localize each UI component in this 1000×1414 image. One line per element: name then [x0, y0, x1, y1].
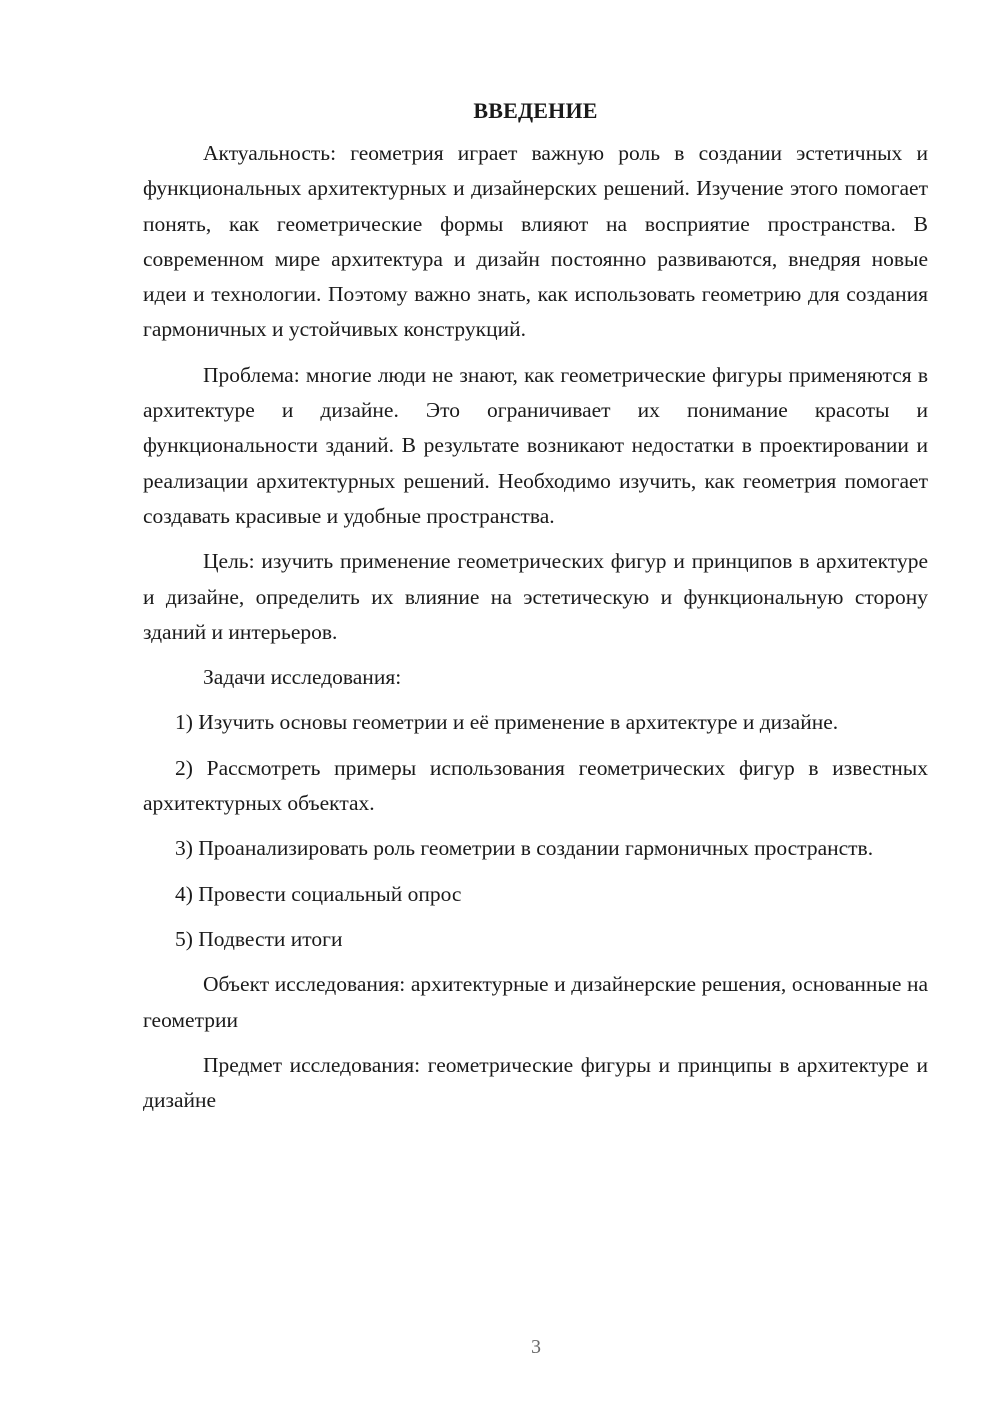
task-item: 3) Проанализировать роль геометрии в создании гармоничных пространств. [175, 836, 874, 861]
paragraph-relevance: Актуальность: геометрия играет важную роль в создании эстетичных и функциональных архитектурных и дизайнерских решений. Изучение этого помогает понять, как геометрические формы влияют на восприятие пространства. В современном мире архитектура и дизайн постоянно развиваются, внедряя новые идеи и технологии. Поэтому важно знать, как использовать геометрию для создания гармоничных и устойчивых конструкций. [143, 141, 928, 342]
task-item: 5) Подвести итоги [175, 926, 343, 951]
document-page [143, 96, 928, 1128]
paragraph-research-subject: Предмет исследования: геометрические фигуры и принципы в архитектуре и дизайне [143, 1052, 928, 1113]
page-number: 3 [531, 1336, 541, 1358]
paragraph-research-object: Объект исследования: архитектурные и дизайнерские решения, основанные на геометрии [143, 972, 928, 1032]
paragraph-problem: Проблема: многие люди не знают, как геометрические фигуры применяются в архитектуре и дизайне. Это ограничивает их понимание красоты и функциональности зданий. В результате возникают недостатки в проектировании и реализации архитектурных решений. Необходимо изучить, как геометрия помогает создавать красивые и удобные пространства. [143, 362, 928, 528]
paragraph-tasks-heading: Задачи исследования: [203, 665, 402, 690]
task-item: 1) Изучить основы геометрии и её применение в архитектуре и дизайне. [175, 710, 839, 735]
paragraph-goal: Цель: изучить применение геометрических фигур и принципов в архитектуре и дизайне, определить их влияние на эстетическую и функциональную сторону зданий и интерьеров. [143, 549, 928, 644]
section-heading: ВВЕДЕНИЕ [473, 98, 598, 123]
task-item: 4) Провести социальный опрос [175, 881, 462, 906]
task-item: 2) Рассмотреть примеры использования геометрических фигур в известных архитектурных объектах. [143, 755, 928, 816]
